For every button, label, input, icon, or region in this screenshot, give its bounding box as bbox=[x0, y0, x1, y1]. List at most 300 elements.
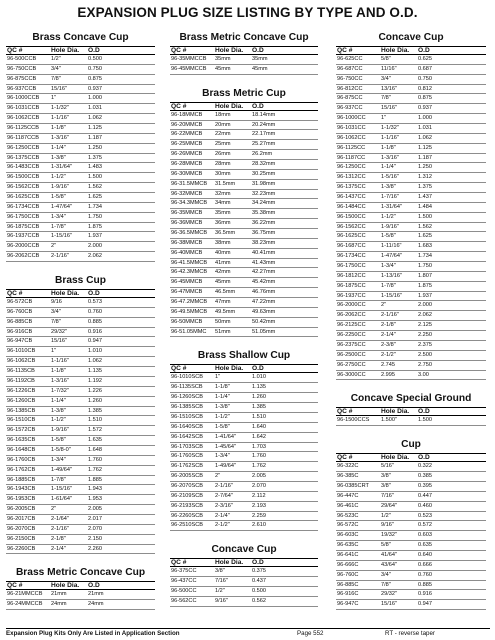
part-number-cell: 96-1500CCB bbox=[7, 174, 40, 181]
table-row bbox=[6, 85, 155, 95]
hole-diameter-cell: 1" bbox=[51, 348, 57, 355]
hole-diameter-cell: 1-7/8" bbox=[381, 282, 396, 289]
outer-diameter-cell: 1.437 bbox=[418, 194, 432, 201]
hole-diameter-cell: 1" bbox=[51, 95, 57, 102]
part-number-cell: 96-1010SCB bbox=[171, 374, 204, 381]
product-section bbox=[336, 390, 486, 426]
hole-diameter-cell: 1-1/8" bbox=[381, 144, 396, 151]
outer-diameter-cell: 25.27mm bbox=[252, 141, 276, 148]
part-number-cell: 96-1937CC bbox=[337, 292, 366, 299]
hole-diameter-cell: 1-9/16" bbox=[51, 184, 69, 191]
outer-diameter-cell: 28.32mm bbox=[252, 161, 276, 168]
page-title: EXPANSION PLUG SIZE LISTING BY TYPE AND O.D. bbox=[77, 5, 418, 20]
part-number-cell: 96-625CC bbox=[337, 56, 363, 62]
hole-diameter-cell: 35mm bbox=[215, 56, 231, 62]
section-title: Brass Metric Concave Cup bbox=[179, 32, 309, 43]
table-row bbox=[336, 571, 486, 581]
outer-diameter-cell: 0.750 bbox=[418, 75, 432, 82]
outer-diameter-cell: 0.635 bbox=[418, 542, 432, 549]
part-number-cell: 96-21MMCCB bbox=[7, 591, 43, 598]
part-number-cell: 96-447C bbox=[337, 492, 359, 499]
outer-diameter-cell: 1.734 bbox=[88, 203, 102, 210]
outer-diameter-cell: 2.193 bbox=[252, 502, 266, 509]
table-row bbox=[170, 140, 318, 150]
part-number-cell: 96-2500CC bbox=[337, 351, 366, 358]
part-number-cell: 96-1260SCB bbox=[171, 394, 204, 401]
outer-diameter-cell: 0.437 bbox=[252, 578, 266, 585]
table-row bbox=[336, 590, 486, 600]
outer-diameter-cell: 1.762 bbox=[88, 466, 102, 473]
hole-diameter-cell: 42mm bbox=[215, 269, 231, 276]
hole-diameter-cell: 1-49/64" bbox=[51, 466, 72, 473]
part-number-cell: 96-1562CC bbox=[337, 223, 366, 230]
table-row bbox=[336, 311, 486, 321]
table-row bbox=[336, 301, 486, 311]
column-header: O.D bbox=[88, 47, 100, 54]
part-number-cell: 96-1000CCB bbox=[7, 95, 40, 102]
hole-diameter-cell: 19/32" bbox=[381, 532, 397, 539]
outer-diameter-cell: 1.953 bbox=[88, 496, 102, 503]
hole-diameter-cell: 2-1/4" bbox=[51, 545, 66, 552]
outer-diameter-cell: 2.005 bbox=[252, 473, 266, 480]
part-number-cell: 96-1375CC bbox=[337, 184, 366, 191]
table-row bbox=[170, 462, 318, 472]
part-number-cell: 96-40MMCB bbox=[171, 249, 203, 256]
outer-diameter-cell: 1.937 bbox=[418, 292, 432, 299]
part-number-cell: 96-2070SCB bbox=[171, 482, 204, 489]
outer-diameter-cell: 2.259 bbox=[252, 512, 266, 519]
outer-diameter-cell: 49.63mm bbox=[252, 308, 276, 315]
part-number-cell: 96-35MMCB bbox=[171, 210, 203, 217]
table-row bbox=[6, 515, 155, 525]
outer-diameter-cell: 0.687 bbox=[418, 65, 432, 72]
table-row bbox=[6, 55, 155, 65]
table-row bbox=[6, 154, 155, 164]
table-row bbox=[6, 466, 155, 476]
outer-diameter-cell: 2.150 bbox=[88, 535, 102, 542]
outer-diameter-cell: 0.916 bbox=[418, 591, 432, 598]
column-header: O.D bbox=[252, 102, 264, 110]
hole-diameter-cell: 29/32" bbox=[51, 328, 67, 335]
column-header: Hole Dia. bbox=[381, 408, 410, 416]
table-row bbox=[170, 492, 318, 502]
outer-diameter-cell: 1.510 bbox=[252, 413, 266, 420]
table-row bbox=[6, 213, 155, 223]
part-number-cell: 96-1760SCB bbox=[171, 453, 204, 460]
outer-diameter-cell: 1.734 bbox=[418, 253, 432, 260]
table-row bbox=[6, 318, 155, 328]
hole-diameter-cell: 7/8" bbox=[51, 318, 61, 325]
outer-diameter-cell: 1.760 bbox=[252, 453, 266, 460]
outer-diameter-cell: 20.24mm bbox=[252, 121, 276, 128]
hole-diameter-cell: 1-1/8" bbox=[51, 368, 66, 375]
part-number-cell: 96-937CC bbox=[337, 105, 363, 112]
table-row bbox=[336, 173, 486, 183]
table-row bbox=[170, 597, 318, 607]
hole-diameter-cell: 1-1/32" bbox=[381, 125, 399, 132]
part-number-cell: 96-760CB bbox=[7, 308, 33, 315]
outer-diameter-cell: 36.75mm bbox=[252, 230, 276, 237]
table-row bbox=[336, 114, 486, 124]
part-number-cell: 96-572CB bbox=[7, 299, 33, 306]
hole-diameter-cell: 1-13/16" bbox=[381, 272, 402, 279]
hole-diameter-cell: 2-1/64" bbox=[51, 515, 69, 522]
outer-diameter-cell: 1.187 bbox=[88, 134, 102, 141]
outer-diameter-cell: 0.812 bbox=[418, 85, 432, 92]
part-number-cell: 96-1875CC bbox=[337, 282, 366, 289]
hole-diameter-cell: 9/16" bbox=[381, 522, 394, 529]
table-row bbox=[6, 337, 155, 347]
hole-diameter-cell: 1-5/8" bbox=[215, 423, 230, 430]
part-number-cell: 96-641C bbox=[337, 551, 359, 558]
hole-diameter-cell: 2" bbox=[51, 243, 57, 250]
table-row bbox=[170, 180, 318, 190]
table-row bbox=[170, 130, 318, 140]
column-header: Hole Dia. bbox=[51, 290, 80, 298]
hole-diameter-cell: 1-5/8" bbox=[51, 437, 66, 444]
table-row bbox=[6, 456, 155, 466]
table-row bbox=[6, 144, 155, 154]
outer-diameter-cell: 1.635 bbox=[88, 437, 102, 444]
part-number-cell: 96-2070CB bbox=[7, 525, 36, 532]
part-number-cell: 96-18MMCB bbox=[171, 111, 203, 118]
table-row bbox=[170, 298, 318, 308]
table-row bbox=[170, 383, 318, 393]
outer-diameter-cell: 1.807 bbox=[418, 272, 432, 279]
outer-diameter-cell: 0.885 bbox=[418, 581, 432, 588]
page-footer bbox=[6, 628, 490, 637]
hole-diameter-cell: 1-1/4" bbox=[381, 164, 396, 171]
part-number-cell: 96-45MMCCB bbox=[171, 65, 207, 72]
table-row bbox=[336, 541, 486, 551]
outer-diameter-cell: 1.683 bbox=[418, 243, 432, 250]
table-row bbox=[170, 472, 318, 482]
outer-diameter-cell: 0.750 bbox=[88, 65, 102, 72]
table-row bbox=[6, 65, 155, 75]
outer-diameter-cell: 0.322 bbox=[418, 463, 432, 470]
part-number-cell: 96-437CC bbox=[171, 578, 197, 585]
outer-diameter-cell: 1.750 bbox=[418, 263, 432, 270]
product-section bbox=[6, 564, 155, 610]
table-row bbox=[170, 55, 318, 65]
section-title: Concave Cup bbox=[378, 32, 444, 43]
hole-diameter-cell: 7/16" bbox=[381, 492, 394, 499]
hole-diameter-cell: 22mm bbox=[215, 131, 231, 138]
part-number-cell: 96-1250CCB bbox=[7, 144, 40, 151]
part-number-cell: 96-322C bbox=[337, 463, 359, 470]
part-number-cell: 96-1687CC bbox=[337, 243, 366, 250]
table-row bbox=[336, 75, 486, 85]
table-row bbox=[170, 65, 318, 75]
outer-diameter-cell: 18.14mm bbox=[252, 111, 276, 118]
hole-diameter-cell: 1-47/64" bbox=[51, 203, 72, 210]
outer-diameter-cell: 1.260 bbox=[252, 394, 266, 401]
table-header bbox=[6, 581, 155, 590]
hole-diameter-cell: 1-5/16" bbox=[381, 174, 399, 181]
column-header: O.D bbox=[252, 559, 264, 567]
part-number-cell: 96-1500CCS bbox=[337, 417, 370, 424]
part-number-cell: 96-1192CB bbox=[7, 377, 35, 384]
part-number-cell: 96-1135CB bbox=[7, 368, 35, 375]
hole-diameter-cell: 1-1/2" bbox=[381, 213, 396, 220]
hole-diameter-cell: 31.5mm bbox=[215, 180, 236, 187]
hole-diameter-cell: 24mm bbox=[51, 601, 67, 608]
hole-diameter-cell: 2-1/8" bbox=[51, 535, 66, 542]
part-number-cell: 96-1750CCB bbox=[7, 213, 40, 220]
table-row bbox=[6, 328, 155, 338]
part-number-cell: 96-885C bbox=[337, 581, 359, 588]
table-row bbox=[336, 531, 486, 541]
table-row bbox=[336, 203, 486, 213]
hole-diameter-cell: 2-1/2" bbox=[381, 351, 396, 358]
table-row bbox=[6, 436, 155, 446]
table-row bbox=[170, 278, 318, 288]
table-row bbox=[6, 298, 155, 308]
table-row bbox=[6, 367, 155, 377]
outer-diameter-cell: 2.750 bbox=[418, 361, 432, 368]
table-row bbox=[336, 512, 486, 522]
hole-diameter-cell: 11/16" bbox=[381, 65, 397, 72]
part-number-cell: 96-41.5MMCB bbox=[171, 259, 208, 266]
hole-diameter-cell: 21mm bbox=[51, 591, 67, 598]
hole-diameter-cell: 2-1/2" bbox=[215, 522, 230, 529]
part-number-cell: 96-1010CB bbox=[7, 348, 36, 355]
outer-diameter-cell: 1.500 bbox=[88, 174, 102, 181]
table-row bbox=[336, 361, 486, 371]
table-row bbox=[170, 482, 318, 492]
table-header bbox=[336, 46, 486, 55]
hole-diameter-cell: 15/16" bbox=[51, 85, 67, 92]
section-title: Brass Metric Cup bbox=[202, 87, 286, 99]
hole-diameter-cell: 2-1/16" bbox=[381, 312, 399, 319]
outer-diameter-cell: 1.875 bbox=[418, 282, 432, 289]
part-number-cell: 96-2375CC bbox=[337, 341, 366, 348]
hole-diameter-cell: 1-9/16" bbox=[381, 223, 399, 230]
hole-diameter-cell: 45mm bbox=[215, 65, 231, 72]
outer-diameter-cell: 1.762 bbox=[252, 463, 266, 470]
outer-diameter-cell: 22.17mm bbox=[252, 131, 276, 138]
outer-diameter-cell: 0.572 bbox=[418, 522, 432, 529]
part-number-cell: 96-36.5MMCB bbox=[171, 230, 208, 237]
hole-diameter-cell: 9/16" bbox=[215, 597, 228, 604]
column-header: Hole Dia. bbox=[381, 47, 410, 54]
part-number-cell: 96-1812CC bbox=[337, 272, 366, 279]
hole-diameter-cell: 7/8" bbox=[51, 75, 61, 82]
part-number-cell: 96-1760CB bbox=[7, 456, 36, 463]
part-number-cell: 96-2109SCB bbox=[171, 492, 204, 499]
part-number-cell: 96-750CC bbox=[337, 75, 363, 82]
column-header: QC # bbox=[337, 47, 353, 54]
outer-diameter-cell: 45.42mm bbox=[252, 279, 276, 286]
outer-diameter-cell: 1.750 bbox=[88, 213, 102, 220]
part-number-cell: 96-24MMCCB bbox=[7, 601, 43, 608]
table-row bbox=[170, 268, 318, 278]
part-number-cell: 96-2510SCB bbox=[171, 522, 204, 529]
part-number-cell: 96-937CCB bbox=[7, 85, 37, 92]
outer-diameter-cell: 45mm bbox=[252, 65, 268, 72]
table-row bbox=[6, 446, 155, 456]
part-number-cell: 96-1437CC bbox=[337, 194, 366, 201]
part-number-cell: 96-2250CC bbox=[337, 332, 366, 339]
part-number-cell: 96-1937CCB bbox=[7, 233, 40, 240]
table-row bbox=[170, 199, 318, 209]
part-number-cell: 96-31.5MMCB bbox=[171, 180, 208, 187]
part-number-cell: 96-1062CC bbox=[337, 134, 366, 141]
part-number-cell: 96-47.2MMCB bbox=[171, 299, 208, 306]
hole-diameter-cell: 36mm bbox=[215, 220, 231, 227]
hole-diameter-cell: 1/2" bbox=[51, 56, 61, 62]
part-number-cell: 96-572C bbox=[337, 522, 359, 529]
hole-diameter-cell: 2" bbox=[215, 473, 221, 480]
footer-page-number: Page 552 bbox=[297, 630, 324, 637]
outer-diameter-cell: 2.125 bbox=[418, 322, 432, 329]
hole-diameter-cell: 1-3/8" bbox=[51, 407, 66, 414]
hole-diameter-cell: 2-3/16" bbox=[215, 502, 233, 509]
hole-diameter-cell: 36.5mm bbox=[215, 230, 236, 237]
table-row bbox=[6, 416, 155, 426]
outer-diameter-cell: 1.642 bbox=[252, 433, 266, 440]
outer-diameter-cell: 24mm bbox=[88, 601, 104, 608]
part-number-cell: 96-2193SCB bbox=[171, 502, 204, 509]
table-row bbox=[170, 567, 318, 577]
table-row bbox=[336, 213, 486, 223]
outer-diameter-cell: 0.375 bbox=[252, 568, 266, 575]
hole-diameter-cell: 1-45/64" bbox=[215, 443, 236, 450]
table-row bbox=[6, 75, 155, 85]
section-title: Brass Concave Cup bbox=[32, 32, 129, 43]
hole-diameter-cell: 34mm bbox=[215, 200, 231, 207]
column-header: QC # bbox=[337, 408, 353, 416]
part-number-cell: 96-49.5MMCB bbox=[171, 308, 208, 315]
table-row bbox=[6, 407, 155, 417]
part-number-cell: 96-34.3MMCB bbox=[171, 200, 208, 207]
hole-diameter-cell: 2.995 bbox=[381, 371, 395, 378]
part-number-cell: 96-1510SCB bbox=[171, 413, 204, 420]
hole-diameter-cell: 50mm bbox=[215, 318, 231, 325]
part-number-cell: 96-2260CB bbox=[7, 545, 36, 552]
hole-diameter-cell: 1-3/8" bbox=[215, 404, 230, 411]
outer-diameter-cell: 1.703 bbox=[252, 443, 266, 450]
part-number-cell: 96-916C bbox=[337, 591, 359, 598]
hole-diameter-cell: 2.745 bbox=[381, 361, 395, 368]
part-number-cell: 96-1953CB bbox=[7, 496, 36, 503]
column-left bbox=[6, 29, 155, 610]
outer-diameter-cell: 0.460 bbox=[418, 502, 432, 509]
table-row bbox=[6, 193, 155, 203]
hole-diameter-cell: 3/8" bbox=[381, 482, 391, 489]
outer-diameter-cell: 1.937 bbox=[88, 233, 102, 240]
column-header: QC # bbox=[7, 47, 23, 54]
table-row bbox=[336, 292, 486, 302]
hole-diameter-cell: 1-7/8" bbox=[51, 223, 66, 230]
table-row bbox=[6, 94, 155, 104]
part-number-cell: 96-45MMCB bbox=[171, 279, 203, 286]
table-row bbox=[170, 249, 318, 259]
outer-diameter-cell: 2.112 bbox=[252, 492, 266, 499]
hole-diameter-cell: 1-31/64" bbox=[51, 164, 72, 171]
hole-diameter-cell: 1-15/16" bbox=[51, 233, 72, 240]
part-number-cell: 96-2260SCB bbox=[171, 512, 204, 519]
outer-diameter-cell: 0.562 bbox=[252, 597, 266, 604]
part-number-cell: 96-1625CC bbox=[337, 233, 366, 240]
part-number-cell: 96-26MMCB bbox=[171, 151, 203, 158]
hole-diameter-cell: 1-15/16" bbox=[51, 486, 72, 493]
hole-diameter-cell: 1-3/4" bbox=[215, 453, 230, 460]
hole-diameter-cell: 41mm bbox=[215, 259, 231, 266]
part-number-cell: 96-2005SCB bbox=[171, 473, 204, 480]
table-row bbox=[6, 387, 155, 397]
hole-diameter-cell: 1-31/64" bbox=[381, 203, 402, 210]
part-number-cell: 96-1635CB bbox=[7, 437, 36, 444]
part-number-cell: 96-36MMCB bbox=[171, 220, 203, 227]
table-row bbox=[6, 232, 155, 242]
outer-diameter-cell: 1.000 bbox=[88, 95, 102, 102]
part-number-cell: 96-22MMCB bbox=[171, 131, 203, 138]
outer-diameter-cell: 2.017 bbox=[88, 515, 102, 522]
table-row bbox=[336, 371, 486, 381]
hole-diameter-cell: 1-1/32" bbox=[51, 105, 69, 112]
part-number-cell: 96-1875CCB bbox=[7, 223, 40, 230]
section-title: Cup bbox=[401, 439, 421, 451]
part-number-cell: 96-500CCB bbox=[7, 56, 37, 62]
part-number-cell: 96-1500CC bbox=[337, 213, 366, 220]
table-row bbox=[170, 209, 318, 219]
table-row bbox=[170, 413, 318, 423]
section-title: Brass Metric Concave Cup bbox=[15, 567, 146, 579]
outer-diameter-cell: 1.510 bbox=[88, 417, 102, 424]
table-row bbox=[6, 426, 155, 436]
outer-diameter-cell: 1.572 bbox=[88, 427, 102, 434]
outer-diameter-cell: 2.000 bbox=[88, 243, 102, 250]
table-row bbox=[170, 219, 318, 229]
table-row bbox=[6, 124, 155, 134]
table-row bbox=[336, 282, 486, 292]
outer-diameter-cell: 0.875 bbox=[418, 95, 432, 102]
part-number-cell: 96-2017CB bbox=[7, 515, 36, 522]
outer-diameter-cell: 0.947 bbox=[88, 338, 102, 345]
hole-diameter-cell: 5/16" bbox=[381, 463, 394, 470]
part-number-cell: 96-1885CB bbox=[7, 476, 36, 483]
outer-diameter-cell: 1.943 bbox=[88, 486, 102, 493]
table-row bbox=[170, 160, 318, 170]
outer-diameter-cell: 1.187 bbox=[418, 154, 432, 161]
outer-diameter-cell: 47.22mm bbox=[252, 299, 276, 306]
table-row bbox=[170, 521, 318, 531]
section-title: Brass Shallow Cup bbox=[197, 350, 291, 362]
outer-diameter-cell: 0.625 bbox=[418, 56, 432, 62]
table-row bbox=[170, 452, 318, 462]
part-number-cell: 96-51.05MMC bbox=[171, 328, 207, 335]
table-row bbox=[336, 154, 486, 164]
hole-diameter-cell: 1-3/16" bbox=[51, 134, 69, 141]
section-title: Concave Special Ground bbox=[350, 393, 472, 405]
table-row bbox=[170, 577, 318, 587]
part-number-cell: 96-2150CB bbox=[7, 535, 36, 542]
table-row bbox=[336, 252, 486, 262]
column-middle bbox=[170, 29, 318, 607]
hole-diameter-cell: 1-3/16" bbox=[51, 377, 69, 384]
table-row bbox=[336, 104, 486, 114]
outer-diameter-cell: 1.375 bbox=[88, 154, 102, 161]
part-number-cell: 96-1510CB bbox=[7, 417, 36, 424]
outer-diameter-cell: 30.25mm bbox=[252, 170, 276, 177]
table-row bbox=[170, 229, 318, 239]
hole-diameter-cell: 26mm bbox=[215, 151, 231, 158]
table-row bbox=[336, 521, 486, 531]
part-number-cell: 96-1762SCB bbox=[171, 463, 204, 470]
table-row bbox=[336, 321, 486, 331]
outer-diameter-cell: 1.625 bbox=[88, 194, 102, 201]
